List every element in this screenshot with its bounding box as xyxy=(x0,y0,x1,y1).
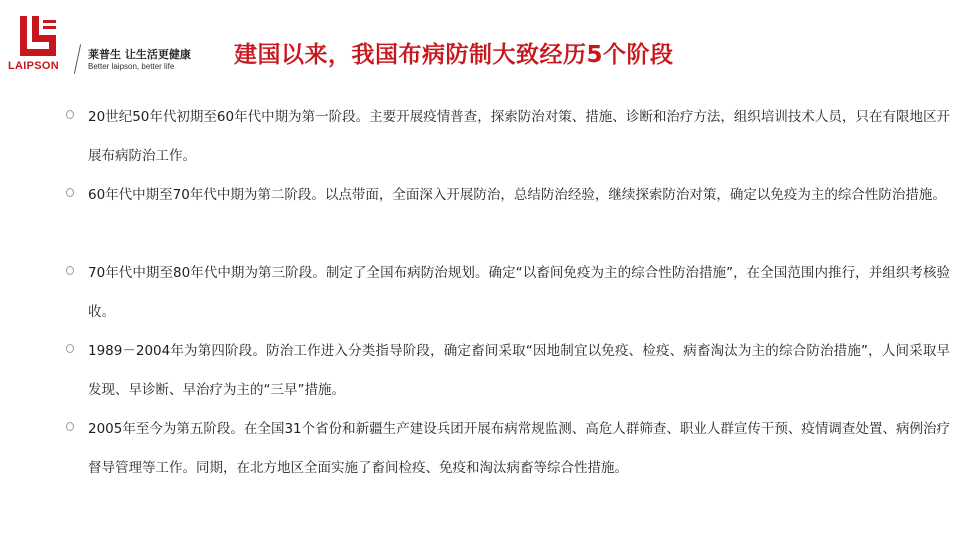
bullet-text: 70年代中期至80年代中期为第三阶段。制定了全国布病防治规划。确定“以畜间免疫为主的综合性防治措施”，在全国范围内推行，并组织考核验收。 xyxy=(88,265,950,320)
brand-slogan-cn: 莱普生 让生活更健康 xyxy=(88,48,191,61)
circle-bullet-icon xyxy=(66,110,74,119)
circle-bullet-icon xyxy=(66,422,74,431)
circle-bullet-icon xyxy=(66,344,74,353)
slide-title: 建国以来，我国布病防制大致经历5个阶段 xyxy=(234,42,674,68)
circle-bullet-icon xyxy=(66,266,74,275)
bullet-text: 1989－2004年为第四阶段。防治工作进入分类指导阶段，确定畜间采取“因地制宜以免疫、检疫、病畜淘汰为主的综合防治措施”，人间采取早发现、早诊断、早治疗为主的“三早”措施。 xyxy=(88,343,950,398)
bullet-item-2 xyxy=(66,176,950,254)
bullet-text: 2005年至今为第五阶段。在全国31个省份和新疆生产建设兵团开展布病常规监测、高危人群筛查、职业人群宣传干预、疫情调查处置、病例治疗督导管理等工作。同期，在北方地区全面实施了畜间检疫、免疫和淘汰病畜等综合性措施。 xyxy=(88,421,950,476)
circle-bullet-icon xyxy=(66,188,74,197)
bullet-item-1 xyxy=(66,98,950,176)
logo-divider xyxy=(74,44,81,74)
bullet-item-5 xyxy=(66,410,950,488)
bullet-list xyxy=(66,98,950,488)
brand-wordmark: LAIPSON xyxy=(8,60,59,72)
bullet-text: 20世纪50年代初期至60年代中期为第一阶段。主要开展疫情普查，探索防治对策、措施、诊断和治疗方法，组织培训技术人员，只在有限地区开展布病防治工作。 xyxy=(88,109,950,164)
brand-slogan-en: Better laipson, better life xyxy=(88,62,175,71)
bullet-item-4 xyxy=(66,332,950,410)
laipson-logo-icon xyxy=(18,14,60,58)
bullet-text: 60年代中期至70年代中期为第二阶段。以点带面，全面深入开展防治，总结防治经验，继续探索防治对策，确定以免疫为主的综合性防治措施。 xyxy=(88,187,946,203)
bullet-item-3 xyxy=(66,254,950,332)
